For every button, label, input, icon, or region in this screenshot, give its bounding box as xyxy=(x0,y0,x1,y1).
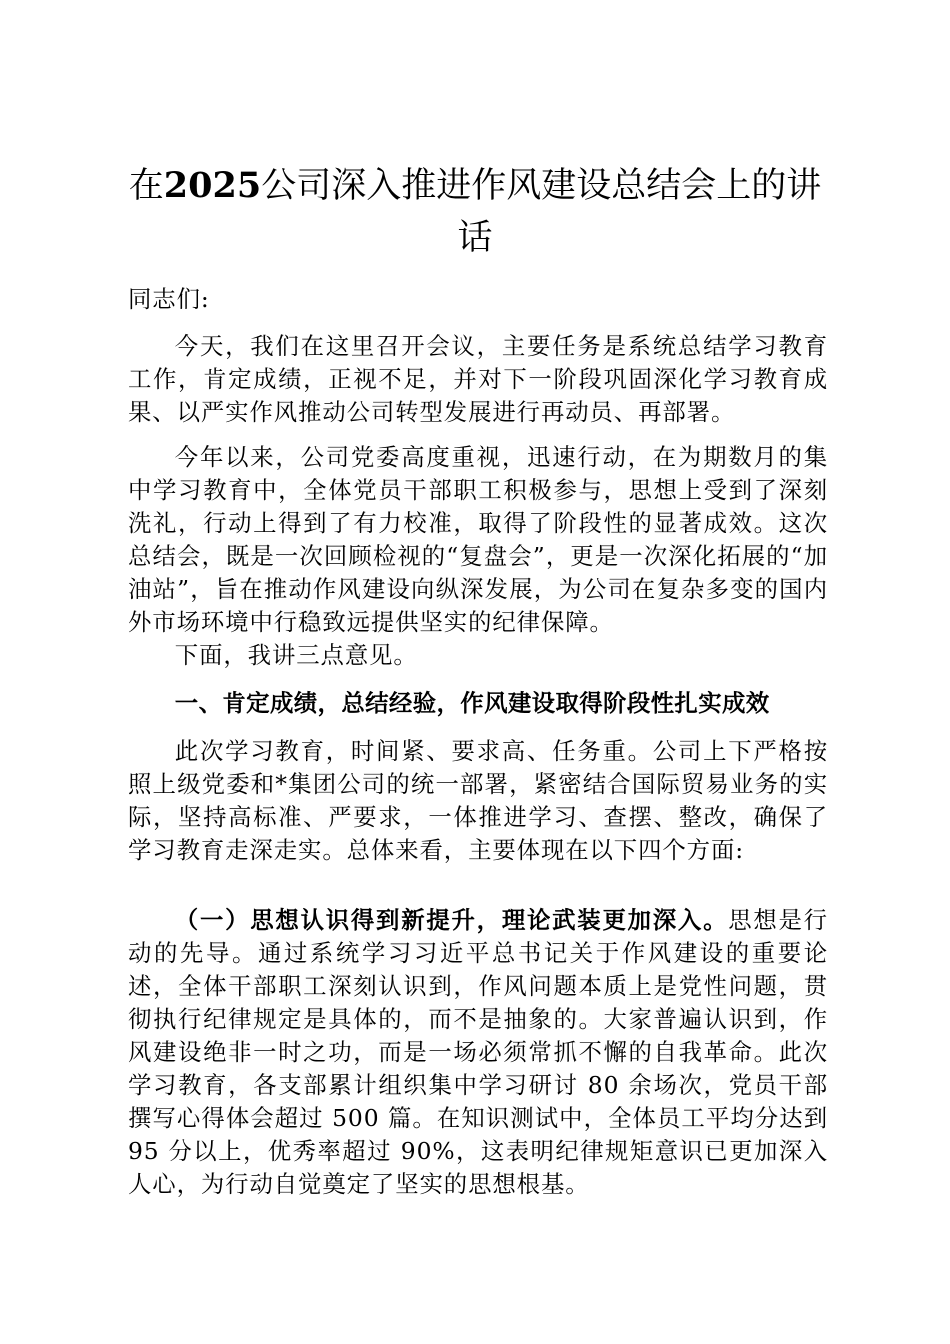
section-heading-1: 一、肯定成绩，总结经验，作风建设取得阶段性扎实成效 xyxy=(174,689,770,717)
subsection-1-lead: （一）思想认识得到新提升，理论武装更加深入。 xyxy=(174,906,729,934)
paragraph-subsection-1 xyxy=(128,904,828,1201)
title-year: 2025 xyxy=(163,165,262,206)
paragraph-overview: 此次学习教育，时间紧、要求高、任务重。公司上下严格按照上级党委和*集团公司的统一部署，紧密结合国际贸易业务的实际，坚持高标准、严要求，一体推进学习、查摆、整改，确保了学习教育走深走实。总体来看，主要体现在以下四个方面: xyxy=(128,737,828,864)
salutation: 同志们: xyxy=(128,285,210,313)
title-prefix: 在 xyxy=(128,166,164,206)
paragraph-transition: 下面，我讲三点意见。 xyxy=(174,641,418,669)
subsection-1-text: 思想是行动的先导。通过系统学习习近平总书记关于作风建设的重要论述，全体干部职工深刻认识到，作风问题本质上是党性问题，贯彻执行纪律规定是具体的，而不是抽象的。大家普遍认识到，作风建设绝非一时之功，而是一场必须常抓不懈的自我革命。此次学习教育，各支部累计组织集中学习研讨 80 余场次，党员干部撰写心得体会超过 500 篇。在知识测试中，全体员工平均分达到 95 分以上，优秀率超过 90%，这表明纪律规矩意识已更加深入人心，为行动自觉奠定了坚实的思想根基。 xyxy=(128,906,828,1198)
title-rest: 公司深入推进作风建设总结会上的讲话 xyxy=(261,166,822,258)
paragraph-intro: 今天，我们在这里召开会议，主要任务是系统总结学习教育工作，肯定成绩，正视不足，并对下一阶段巩固深化学习教育成果、以严实作风推动公司转型发展进行再动员、再部署。 xyxy=(128,332,828,426)
paragraph-background: 今年以来，公司党委高度重视，迅速行动，在为期数月的集中学习教育中，全体党员干部职工积极参与，思想上受到了深刻洗礼，行动上得到了有力校准，取得了阶段性的显著成效。这次总结会，既是一次回顾检视的“复盘会”，更是一次深化拓展的“加油站”，旨在推动作风建设向纵深发展，为公司在复杂多变的国内外市场环境中行稳致远提供坚实的纪律保障。 xyxy=(128,443,828,636)
document-title xyxy=(120,160,830,264)
